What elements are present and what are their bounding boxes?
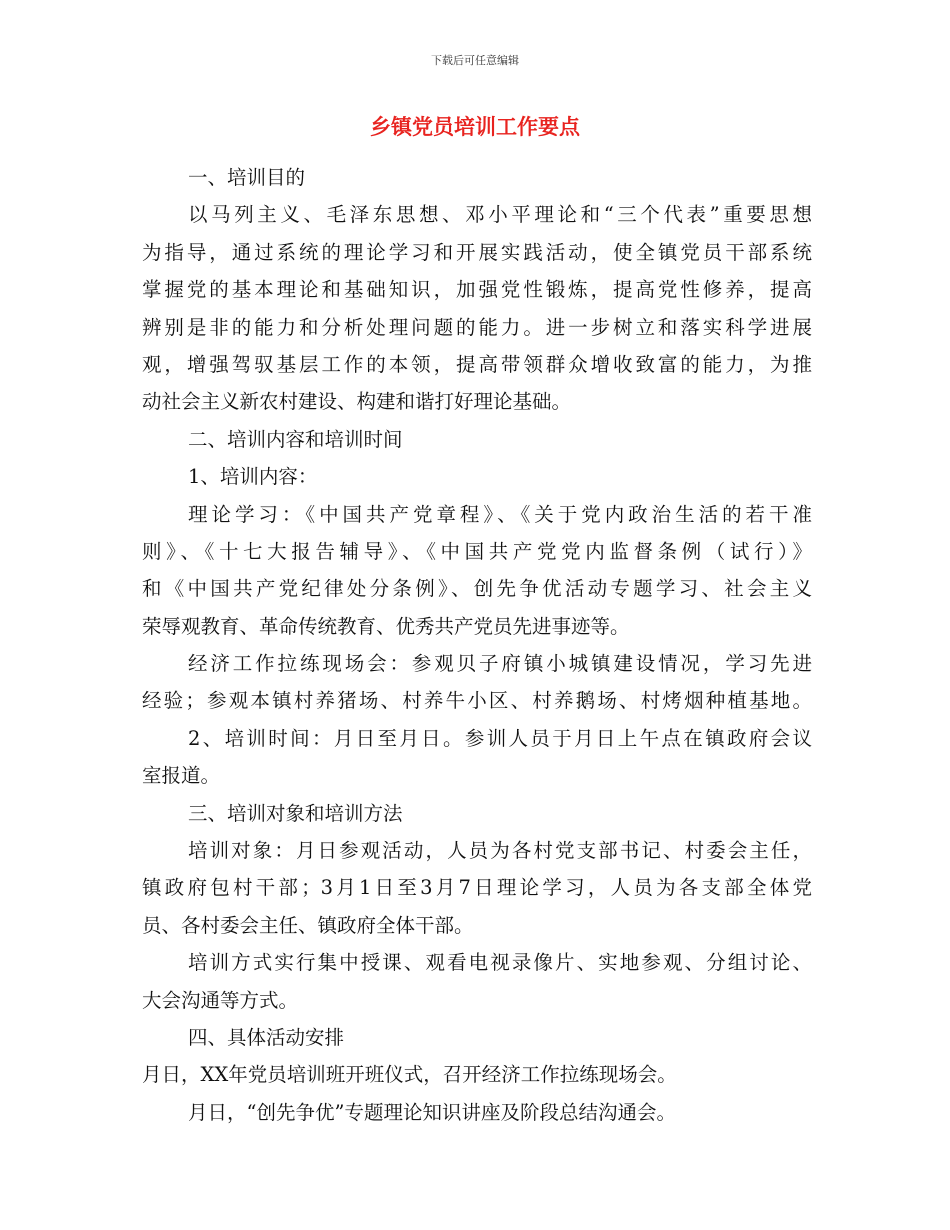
paragraph-line: 为指导，通过系统的理论学习和开展实践活动，使全镇党员干部系统 — [142, 240, 812, 264]
paragraph-line: 以马列主义、毛泽东思想、邓小平理论和“三个代表”重要思想 — [188, 203, 812, 227]
paragraph-line: 荣辱观教育、革命传统教育、优秀共产党员先进事迹等。 — [142, 614, 630, 638]
paragraph-line: 经济工作拉练现场会：参观贝子府镇小城镇建设情况，学习先进 — [188, 652, 812, 676]
section-heading-4: 四、具体活动安排 — [188, 1025, 345, 1049]
paragraph-line: 观，增强驾驭基层工作的本领，提高带领群众增收致富的能力，为推 — [142, 352, 812, 376]
paragraph-line: 培训对象：月日参观活动，人员为各村党支部书记、村委会主任， — [188, 839, 812, 863]
paragraph-line: 和《中国共产党纪律处分条例》、创先争优活动专题学习、社会主义 — [142, 577, 812, 601]
header-note: 下载后可任意编辑 — [431, 54, 519, 67]
document-title: 乡镇党员培训工作要点 — [370, 115, 580, 139]
paragraph-line: 月日，“创先争优”专题理论知识讲座及阶段总结沟通会。 — [188, 1100, 676, 1124]
paragraph-line: 动社会主义新农村建设、构建和谐打好理论基础。 — [142, 390, 572, 414]
document-body — [142, 159, 812, 1131]
paragraph-line: 员、各村委会主任、镇政府全体干部。 — [142, 913, 474, 937]
paragraph-line: 大会沟通等方式。 — [142, 988, 299, 1012]
section-heading-3: 三、培训对象和培训方法 — [188, 801, 403, 825]
paragraph-line: 镇政府包村干部；3月1日至3月7日理论学习，人员为各支部全体党 — [142, 876, 812, 900]
paragraph-line: 理论学习：《中国共产党章程》、《关于党内政治生活的若干准 — [188, 502, 812, 526]
paragraph-line: 培训方式实行集中授课、观看电视录像片、实地参观、分组讨论、 — [188, 951, 812, 975]
paragraph-line: 室报道。 — [142, 764, 221, 788]
section-heading-2: 二、培训内容和培训时间 — [188, 427, 403, 451]
paragraph-line: 2、培训时间：月日至月日。参训人员于月日上午点在镇政府会议 — [188, 726, 812, 750]
paragraph-line: 掌握党的基本理论和基础知识，加强党性锻炼，提高党性修养，提高 — [142, 278, 812, 302]
paragraph-line: 则》、《十七大报告辅导》、《中国共产党党内监督条例（试行）》 — [142, 539, 812, 563]
section-heading-1: 一、培训目的 — [188, 166, 306, 189]
paragraph-line: 月日，XX年党员培训班开班仪式，召开经济工作拉练现场会。 — [142, 1063, 677, 1087]
paragraph-line: 经验；参观本镇村养猪场、村养牛小区、村养鹅场、村烤烟种植基地。 — [142, 689, 812, 713]
paragraph-line: 辨别是非的能力和分析处理问题的能力。进一步树立和落实科学进展 — [142, 315, 812, 339]
subsection-heading: 1、培训内容： — [188, 465, 318, 489]
